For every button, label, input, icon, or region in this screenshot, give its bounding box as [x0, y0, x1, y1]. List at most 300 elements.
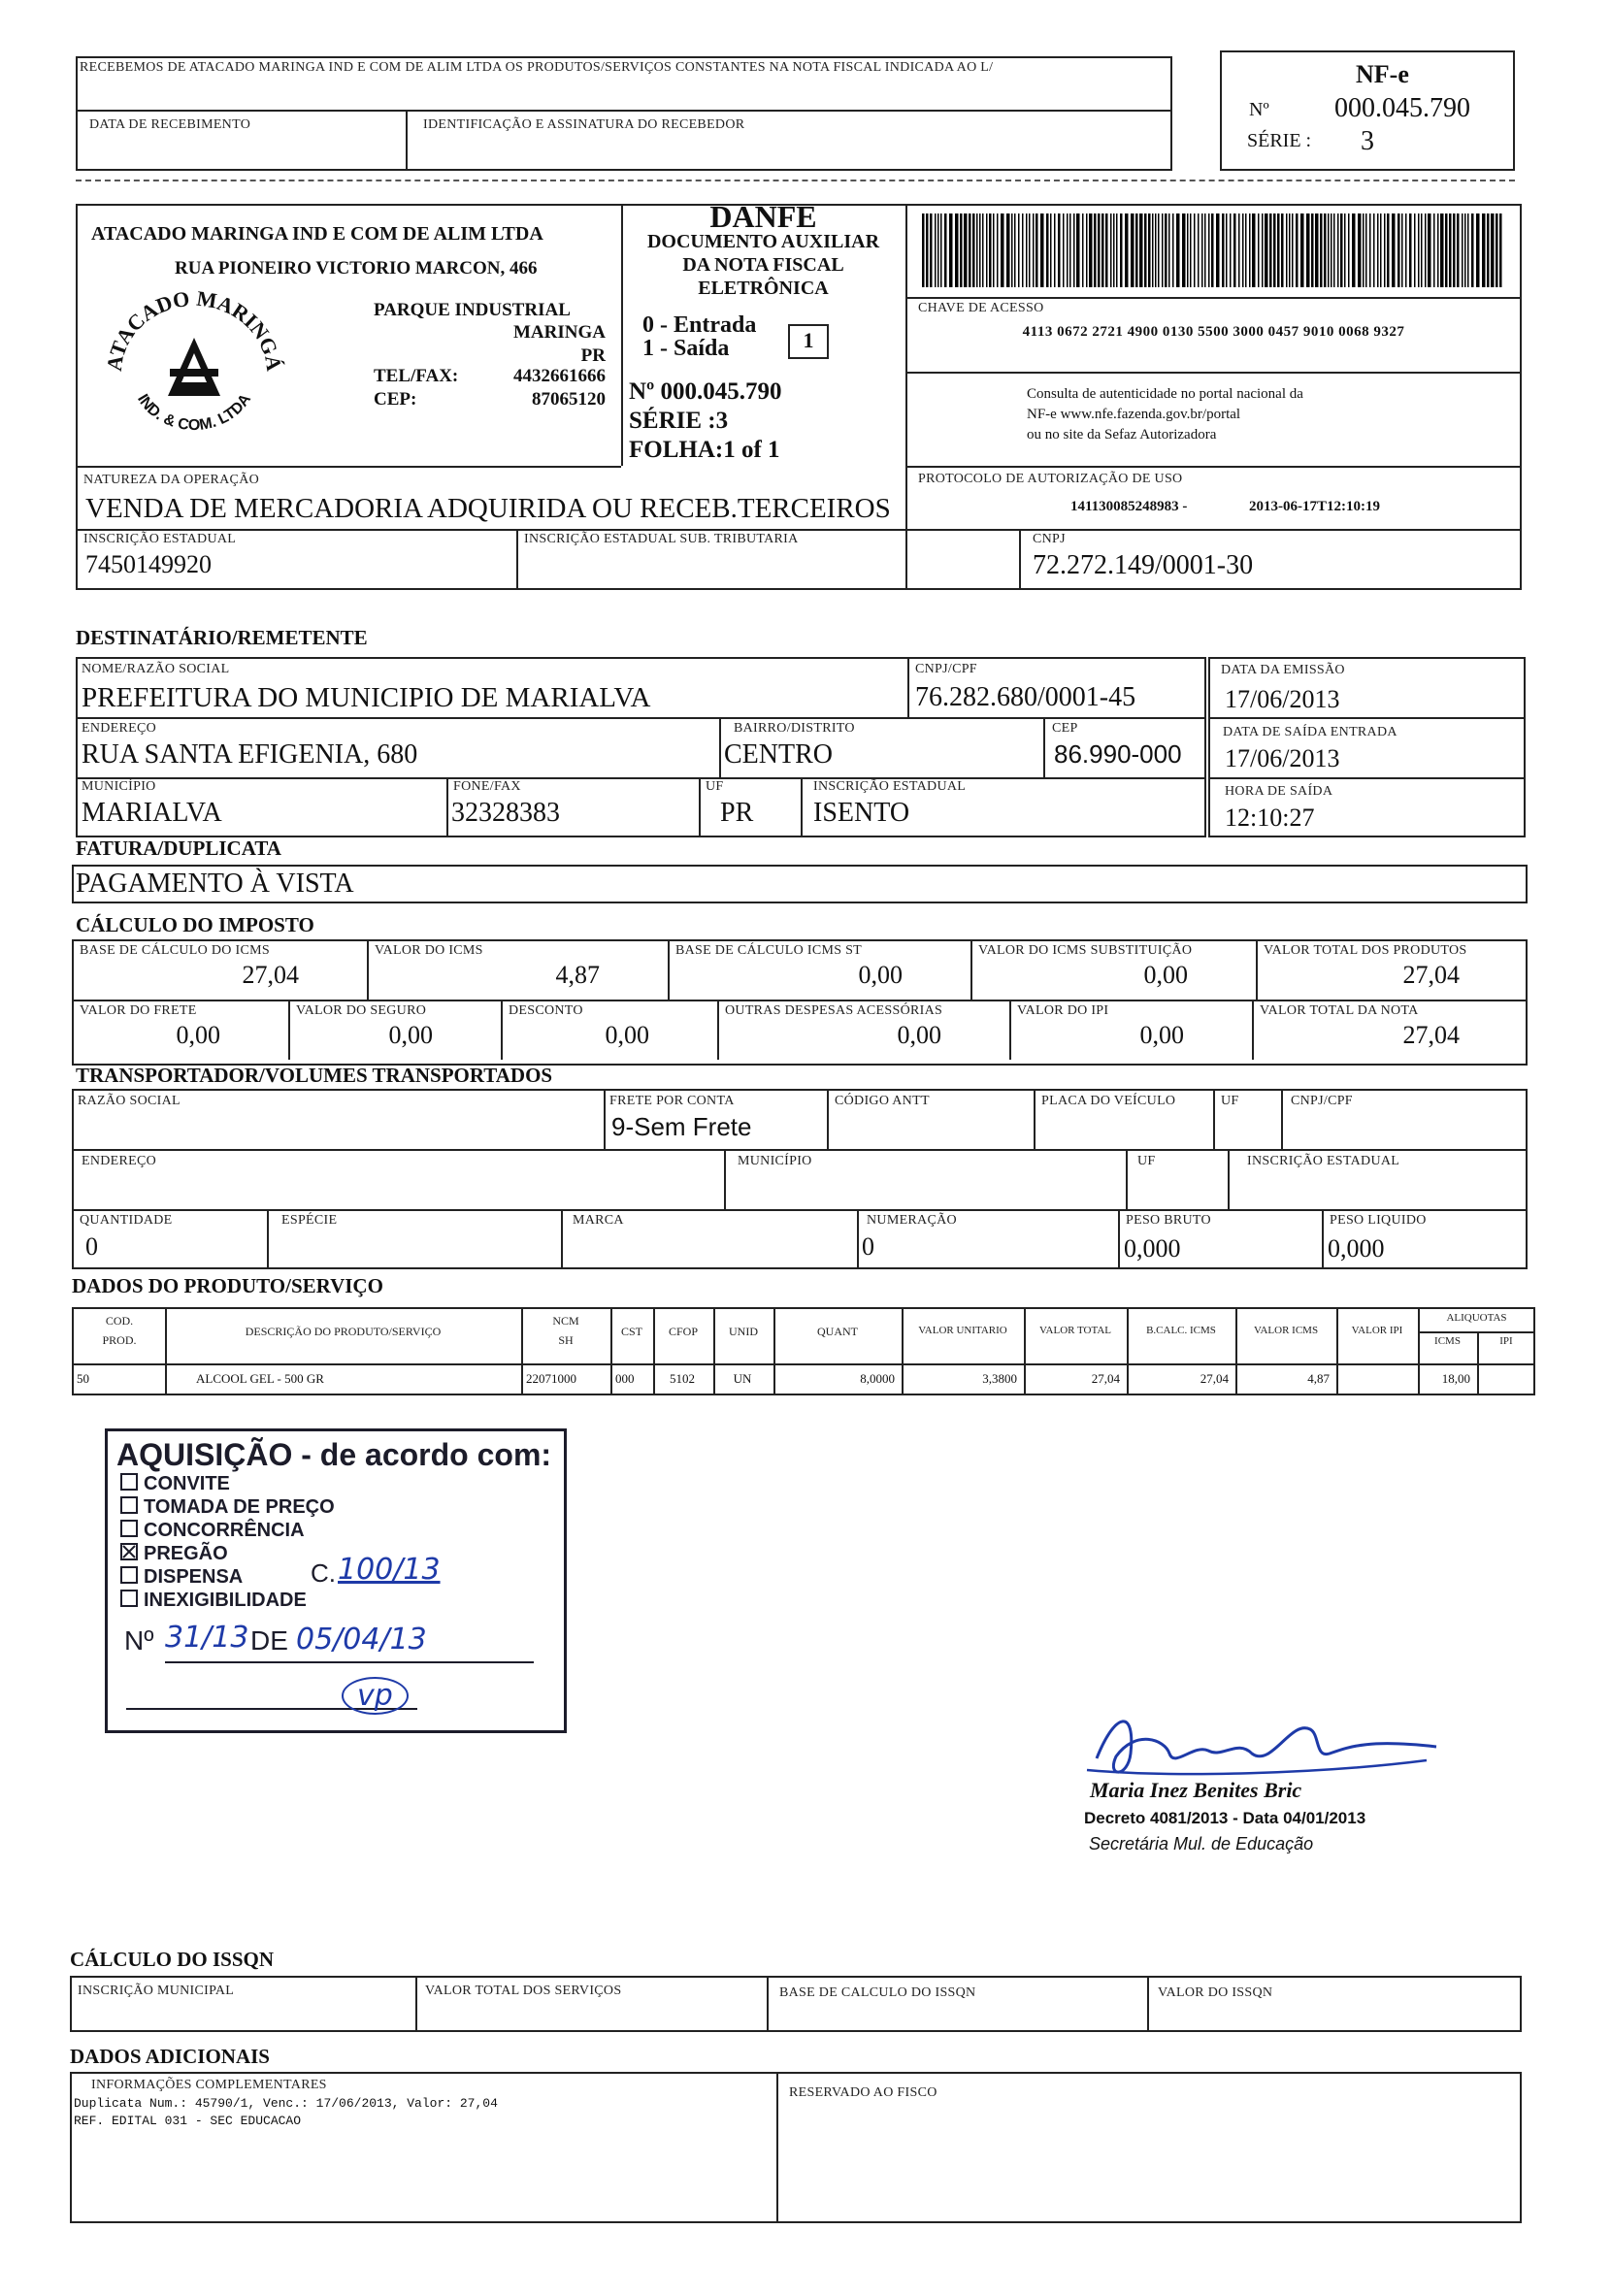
ie-label: INSCRIÇÃO ESTADUAL [83, 532, 237, 546]
barcode-bar [1311, 213, 1314, 287]
signer-name: Maria Inez Benites Bric [1090, 1778, 1302, 1802]
city-label: MUNICÍPIO [82, 779, 156, 794]
barcode [920, 213, 1507, 287]
barcode-bar [1401, 213, 1403, 287]
barcode-bar [1397, 213, 1400, 287]
barcode-bar [997, 213, 999, 287]
barcode-bar [1120, 213, 1123, 287]
stamp-option-2 [120, 1520, 305, 1542]
barcode-bar [1245, 213, 1247, 287]
barcode-bar [1125, 213, 1129, 287]
emitter-cep: 87065120 [532, 389, 606, 410]
barcode-bar [1201, 213, 1203, 287]
barcode-bar [1306, 213, 1310, 287]
ie-st-label: INSCRIÇÃO ESTADUAL SUB. TRIBUTARIA [524, 532, 799, 546]
barcode-bar [1105, 213, 1108, 287]
emitter-tel: 4432661666 [513, 366, 606, 386]
svg-text:IND. & COM. LTDA [134, 391, 254, 434]
barcode-bar [1405, 213, 1407, 287]
exit-label: DATA DE SAÍDA ENTRADA [1223, 725, 1397, 739]
receipt-sign-label: IDENTIFICAÇÃO E ASSINATURA DO RECEBEDOR [423, 117, 745, 132]
danfe-saida: 1 - Saída [642, 336, 730, 361]
barcode-bar [1113, 213, 1115, 287]
district-label: BAIRRO/DISTRITO [734, 721, 855, 736]
barcode-bar [1001, 213, 1004, 287]
barcode-bar [1152, 213, 1154, 287]
info-line2: REF. EDITAL 031 - SEC EDUCACAO [74, 2114, 302, 2128]
address-label: ENDEREÇO [82, 721, 157, 736]
barcode-bar [1116, 213, 1118, 287]
barcode-bar [1440, 213, 1444, 287]
quantity-value: 0 [85, 1232, 98, 1261]
cnpj-value: 72.272.149/0001-30 [1033, 550, 1254, 580]
barcode-bar [1425, 213, 1427, 287]
barcode-bar [1089, 213, 1093, 287]
transport-uf-label: UF [1221, 1094, 1239, 1108]
product-cell-quant: 8,0000 [860, 1371, 895, 1386]
tax.row2-label-1: VALOR DO SEGURO [296, 1003, 427, 1018]
tax.row1-value-4: 27,04 [1402, 961, 1460, 989]
recipient-ie: ISENTO [813, 798, 910, 828]
danfe-line1: DOCUMENTO AUXILIAR [646, 231, 880, 252]
barcode-bar [1462, 213, 1463, 287]
carrier-address-label: ENDEREÇO [82, 1154, 157, 1168]
barcode-bar [1162, 213, 1164, 287]
th-cod-2: PROD. [102, 1333, 137, 1347]
emitter-state: PR [580, 345, 606, 366]
receipt-text: RECEBEMOS DE ATACADO MARINGA IND E COM DE ALIM LTDA OS PRODUTOS/SERVIÇOS CONSTANTES NA NOTA FISCAL INDICADA AO L/ [80, 60, 994, 75]
issqn-value-label: VALOR DO ISSQN [1158, 1985, 1273, 2000]
plate-label: PLACA DO VEÍCULO [1041, 1094, 1176, 1108]
recipient-name-label: NOME/RAZÃO SOCIAL [82, 662, 230, 676]
barcode-bar [1148, 213, 1151, 287]
stamp-option-label: PREGÃO [144, 1543, 228, 1564]
antt-label: CÓDIGO ANTT [835, 1094, 930, 1108]
recipient-cnpj-label: CNPJ/CPF [915, 662, 977, 676]
danfe-tipo: 1 [803, 328, 814, 352]
cep-label: CEP [1052, 721, 1078, 736]
recipient-name: PREFEITURA DO MUNICIPIO DE MARIALVA [82, 682, 651, 713]
barcode-bar [993, 213, 995, 287]
th-cod [74, 1314, 165, 1348]
barcode-bar [955, 213, 959, 287]
barcode-bar [1467, 213, 1469, 287]
barcode-bar [1457, 213, 1460, 287]
tax.row2-value-3: 0,00 [897, 1021, 941, 1049]
issqn-base-label: BASE DE CALCULO DO ISSQN [779, 1985, 976, 2000]
stamp-title: AQUISIÇÃO - de acordo com: [116, 1437, 552, 1472]
issqn-box [70, 1976, 1522, 2032]
tax.row2-value-2: 0,00 [605, 1021, 649, 1049]
info-line1: Duplicata Num.: 45790/1, Venc.: 17/06/2013, Valor: 27,04 [74, 2096, 498, 2111]
barcode-bar [1069, 213, 1071, 287]
nfe-series-label: SÉRIE : [1247, 130, 1312, 151]
barcode-bar [1238, 213, 1240, 287]
product-cell-ncm: 22071000 [526, 1371, 576, 1386]
product-cell-bcalc: 27,04 [1200, 1371, 1229, 1386]
cnpj-label: CNPJ [1033, 532, 1066, 546]
barcode-bar [989, 213, 992, 287]
additional-section: DADOS ADICIONAIS [70, 2045, 270, 2068]
barcode-bar [1292, 213, 1294, 287]
carrier-name-label: RAZÃO SOCIAL [78, 1094, 181, 1108]
barcode-bar [1222, 213, 1225, 287]
th-unit: VALOR UNITARIO [918, 1325, 1007, 1336]
recipient-cnpj: 76.282.680/0001-45 [915, 682, 1136, 712]
barcode-bar [1067, 213, 1069, 287]
product-cell-desc: ALCOOL GEL - 500 GR [196, 1371, 324, 1386]
barcode-bar [1320, 213, 1323, 287]
barcode-bar [1046, 213, 1049, 287]
net-label: PESO LIQUIDO [1330, 1213, 1427, 1228]
barcode-bar [982, 213, 984, 287]
stamp-checkbox-3 [120, 1543, 138, 1560]
th-aliq-ipi: IPI [1499, 1335, 1513, 1347]
barcode-bar [1258, 213, 1260, 287]
emitter-district: PARQUE INDUSTRIAL [374, 300, 571, 320]
uf-label: UF [706, 779, 724, 794]
invoice-section: FATURA/DUPLICATA [76, 836, 281, 860]
barcode-bar [1110, 213, 1112, 287]
tax.row2-label-3: OUTRAS DESPESAS ACESSÓRIAS [725, 1003, 943, 1018]
barcode-bar [1363, 213, 1364, 287]
access-key: 4113 0672 2721 4900 0130 5500 3000 0457 9010 0068 9327 [1022, 324, 1405, 340]
tax.row2-value-4: 0,00 [1139, 1021, 1184, 1049]
barcode-bar [1182, 213, 1186, 287]
barcode-bar [1418, 213, 1420, 287]
th-vipi: VALOR IPI [1351, 1325, 1403, 1336]
danfe-entrada: 0 - Entrada [642, 312, 757, 338]
tax.row1-value-2: 0,00 [858, 961, 903, 989]
barcode-bar [1026, 213, 1028, 287]
stamp-option-4 [120, 1566, 243, 1589]
logo-text-top: ATACADO MARINGÁ [101, 285, 287, 373]
barcode-bar [1086, 213, 1088, 287]
stamp-checkbox-5 [120, 1590, 138, 1607]
stamp-checkbox-0 [120, 1473, 138, 1491]
nature-label: NATUREZA DA OPERAÇÃO [83, 473, 260, 487]
stamp-option-5 [120, 1590, 307, 1612]
barcode-bar [1135, 213, 1138, 287]
barcode-bar [1168, 213, 1170, 287]
consult-line1: Consulta de autenticidade no portal nacional da [1027, 386, 1303, 402]
tax.row1-label-0: BASE DE CÁLCULO DO ICMS [80, 943, 270, 958]
tax.row2-label-5: VALOR TOTAL DA NOTA [1260, 1003, 1419, 1018]
barcode-bar [922, 213, 925, 287]
emitter-tel-label: TEL/FAX: [374, 366, 459, 386]
invoice-text: PAGAMENTO À VISTA [76, 869, 354, 899]
th-aliq-icms: ICMS [1434, 1335, 1461, 1347]
protocol-value: 141130085248983 - [1070, 499, 1188, 514]
barcode-bar [960, 213, 963, 287]
barcode-bar [1131, 213, 1134, 287]
stamp-hand-date: 05/04/13 [296, 1623, 427, 1656]
barcode-bar [1324, 213, 1327, 287]
barcode-bar [1453, 213, 1456, 287]
barcode-bar [1094, 213, 1097, 287]
barcode-bar [1352, 213, 1356, 287]
barcode-bar [1421, 213, 1423, 287]
barcode-bar [1029, 213, 1031, 287]
barcode-bar [1344, 213, 1346, 287]
stamp-option-label: DISPENSA [144, 1566, 244, 1588]
barcode-bar [1409, 213, 1412, 287]
phone-value: 32328383 [451, 798, 560, 828]
barcode-bar [1476, 213, 1480, 287]
nfe-title: NF-e [1356, 60, 1409, 88]
barcode-bar [1296, 213, 1299, 287]
tax.row2-value-1: 0,00 [388, 1021, 433, 1049]
barcode-bar [1358, 213, 1362, 287]
reserved-label: RESERVADO AO FISCO [789, 2085, 937, 2100]
barcode-bar [1337, 213, 1339, 287]
tax.row1-value-3: 0,00 [1143, 961, 1188, 989]
barcode-bar [1011, 213, 1013, 287]
th-ncm-1: NCM [552, 1314, 579, 1328]
cep-value: 86.990-000 [1054, 739, 1182, 769]
barcode-bar [944, 213, 947, 287]
signer-decree: Decreto 4081/2013 - Data 04/01/2013 [1084, 1809, 1366, 1827]
barcode-bar [1373, 213, 1375, 287]
barcode-bar [1252, 213, 1256, 287]
barcode-bar [1449, 213, 1452, 287]
stamp-option-label: CONCORRÊNCIA [144, 1520, 305, 1541]
stamp-hand-c: 100/13 [338, 1553, 441, 1587]
barcode-bar [979, 213, 981, 287]
barcode-bar [930, 213, 933, 287]
tax.row2-value-0: 0,00 [176, 1021, 220, 1049]
barcode-bar [1331, 213, 1332, 287]
carrier-city-label: MUNICÍPIO [738, 1154, 812, 1168]
tax.row1-label-3: VALOR DO ICMS SUBSTITUIÇÃO [978, 943, 1193, 958]
nfe-series: 3 [1361, 126, 1374, 156]
barcode-bar [1445, 213, 1448, 287]
stamp-checkbox-1 [120, 1496, 138, 1514]
net-value: 0,000 [1328, 1234, 1385, 1263]
barcode-bar [1286, 213, 1288, 287]
th-aliq: ALIQUOTAS [1446, 1312, 1507, 1324]
danfe-line3: ELETRÔNICA [698, 278, 829, 299]
emission-label: DATA DA EMISSÃO [1221, 663, 1345, 677]
product-cell-aliq_icms: 18,00 [1441, 1371, 1470, 1386]
barcode-bar [1194, 213, 1196, 287]
barcode-bar [1273, 213, 1276, 287]
cut-line [76, 180, 1515, 181]
company-logo [92, 281, 296, 437]
barcode-bar [1433, 213, 1435, 287]
barcode-bar [1499, 213, 1502, 287]
barcode-bar [972, 213, 975, 287]
barcode-bar [1082, 213, 1084, 287]
barcode-bar [1036, 213, 1038, 287]
stamp-option-label: INEXIGIBILIDADE [144, 1590, 307, 1611]
city-value: MARIALVA [82, 798, 222, 828]
barcode-bar [1348, 213, 1350, 287]
barcode-bar [1006, 213, 1010, 287]
barcode-bar [1155, 213, 1157, 287]
th-vicms: VALOR ICMS [1253, 1325, 1319, 1336]
barcode-bar [1414, 213, 1416, 287]
barcode-bar [1187, 213, 1189, 287]
th-cfop: CFOP [668, 1325, 699, 1338]
barcode-bar [1265, 213, 1268, 287]
danfe-serie: SÉRIE :3 [629, 408, 729, 434]
product-cell-cst: 000 [615, 1371, 635, 1386]
freight-label: FRETE POR CONTA [609, 1094, 735, 1108]
barcode-bar [976, 213, 978, 287]
barcode-bar [1204, 213, 1206, 287]
freight-value: 9-Sem Frete [611, 1112, 752, 1141]
barcode-bar [1384, 213, 1386, 287]
barcode-bar [969, 213, 971, 287]
access-key-label: CHAVE DE ACESSO [918, 301, 1044, 315]
transport-box [72, 1089, 1528, 1269]
tax.row2-label-2: DESCONTO [509, 1003, 583, 1018]
stamp-initials: vp [342, 1677, 409, 1715]
barcode-bar [1139, 213, 1143, 287]
barcode-bar [1101, 213, 1104, 287]
danfe-folha: FOLHA:1 of 1 [629, 437, 780, 463]
stamp-option-label: TOMADA DE PREÇO [144, 1496, 335, 1518]
barcode-bar [964, 213, 968, 287]
issqn-section: CÁLCULO DO ISSQN [70, 1948, 275, 1971]
barcode-bar [1340, 213, 1343, 287]
barcode-bar [1289, 213, 1291, 287]
tax-section: CÁLCULO DO IMPOSTO [76, 913, 314, 936]
barcode-bar [1226, 213, 1228, 287]
barcode-bar [1491, 213, 1495, 287]
th-unid: UNID [729, 1325, 758, 1338]
tax.row2-label-4: VALOR DO IPI [1017, 1003, 1109, 1018]
barcode-bar [1315, 213, 1319, 287]
product-cell-cod: 50 [77, 1371, 89, 1386]
barcode-bar [1365, 213, 1367, 287]
tax.row1-label-2: BASE DE CÁLCULO ICMS ST [675, 943, 863, 958]
transport-cnpj-label: CNPJ/CPF [1291, 1094, 1353, 1108]
barcode-bar [1211, 213, 1214, 287]
uf-value: PR [720, 798, 754, 828]
info-label: INFORMAÇÕES COMPLEMENTARES [91, 2078, 327, 2092]
transport-section: TRANSPORTADOR/VOLUMES TRANSPORTADOS [76, 1064, 553, 1087]
nfe-number-label: Nº [1249, 99, 1269, 120]
tax.row1-value-1: 4,87 [555, 961, 600, 989]
barcode-bar [1387, 213, 1390, 287]
barcode-bar [1040, 213, 1044, 287]
issqn-services-label: VALOR TOTAL DOS SERVIÇOS [425, 1984, 622, 1998]
carrier-uf-label: UF [1137, 1154, 1156, 1168]
numbering-label: NUMERAÇÃO [867, 1213, 957, 1228]
danfe-line2: DA NOTA FISCAL [682, 254, 844, 276]
signer-role: Secretária Mul. de Educação [1089, 1834, 1314, 1853]
consult-line2: NF-e www.nfe.fazenda.gov.br/portal [1027, 407, 1241, 422]
barcode-bar [1190, 213, 1192, 287]
th-cst: CST [620, 1325, 642, 1338]
tax.row2-value-5: 27,04 [1402, 1021, 1460, 1049]
barcode-bar [1050, 213, 1052, 287]
stamp-no-label: Nº [124, 1625, 154, 1656]
barcode-bar [1054, 213, 1056, 287]
barcode-bar [1487, 213, 1490, 287]
stamp-dispensa-c: C. [311, 1558, 336, 1588]
brand-label: MARCA [573, 1213, 624, 1228]
barcode-bar [1165, 213, 1167, 287]
barcode-bar [1216, 213, 1220, 287]
barcode-bar [940, 213, 942, 287]
nfe-number: 000.045.790 [1334, 93, 1470, 123]
numbering-value: 0 [862, 1232, 874, 1261]
barcode-bar [1262, 213, 1264, 287]
tax.row1-label-1: VALOR DO ICMS [375, 943, 483, 958]
stamp-option-3 [120, 1543, 228, 1565]
th-bcalc: B.CALC. ICMS [1146, 1325, 1216, 1336]
quantity-label: QUANTIDADE [80, 1213, 173, 1228]
stamp-option-0 [120, 1473, 230, 1495]
recipient-section: DESTINATÁRIO/REMETENTE [76, 626, 368, 649]
consult-line3: ou no site da Sefaz Autorizadora [1027, 427, 1217, 443]
barcode-bar [926, 213, 929, 287]
barcode-bar [1073, 213, 1075, 287]
protocol-date: 2013-06-17T12:10:19 [1249, 499, 1380, 514]
barcode-bar [1377, 213, 1379, 287]
barcode-bar [1022, 213, 1024, 287]
hour-value: 12:10:27 [1225, 804, 1315, 832]
district-value: CENTRO [724, 739, 833, 770]
barcode-bar [935, 213, 937, 287]
nature-value: VENDA DE MERCADORIA ADQUIRIDA OU RECEB.TERCEIROS [85, 493, 891, 524]
barcode-bar [1428, 213, 1431, 287]
th-desc: DESCRIÇÃO DO PRODUTO/SERVIÇO [245, 1325, 442, 1338]
barcode-bar [1496, 213, 1498, 287]
barcode-bar [949, 213, 953, 287]
gross-value: 0,000 [1124, 1234, 1181, 1263]
th-ncm [521, 1314, 610, 1348]
tax.row1-value-0: 27,04 [242, 961, 299, 989]
barcode-bar [1269, 213, 1272, 287]
barcode-bar [1482, 213, 1486, 287]
barcode-bar [1230, 213, 1232, 287]
barcode-bar [1328, 213, 1330, 287]
barcode-bar [1018, 213, 1020, 287]
barcode-bar [1098, 213, 1101, 287]
barcode-bar [1172, 213, 1174, 287]
barcode-bar [1014, 213, 1016, 287]
barcode-bar [1033, 213, 1035, 287]
barcode-bar [1176, 213, 1180, 287]
issqn-im-label: INSCRIÇÃO MUNICIPAL [78, 1984, 235, 1998]
stamp-checkbox-2 [120, 1520, 138, 1537]
emitter-cep-label: CEP: [374, 389, 417, 410]
emitter-street: RUA PIONEIRO VICTORIO MARCON, 466 [175, 258, 538, 279]
barcode-bar [1158, 213, 1160, 287]
th-ncm-2: SH [558, 1333, 574, 1347]
th-quant: QUANT [817, 1325, 858, 1338]
barcode-bar [1242, 213, 1244, 287]
barcode-bar [1471, 213, 1474, 287]
barcode-bar [1058, 213, 1061, 287]
product-cell-unit: 3,3800 [982, 1371, 1017, 1386]
stamp-option-1 [120, 1496, 335, 1519]
tax.row2-label-0: VALOR DO FRETE [80, 1003, 197, 1018]
protocol-label: PROTOCOLO DE AUTORIZAÇÃO DE USO [918, 472, 1183, 486]
product-cell-unid: UN [733, 1371, 752, 1386]
carrier-ie-label: INSCRIÇÃO ESTADUAL [1247, 1154, 1400, 1168]
stamp-de-label: DE [250, 1625, 288, 1656]
product-cell-total: 27,04 [1091, 1371, 1120, 1386]
barcode-bar [1277, 213, 1280, 287]
barcode-bar [1233, 213, 1236, 287]
barcode-svg [920, 213, 1507, 287]
barcode-bar [937, 213, 939, 287]
